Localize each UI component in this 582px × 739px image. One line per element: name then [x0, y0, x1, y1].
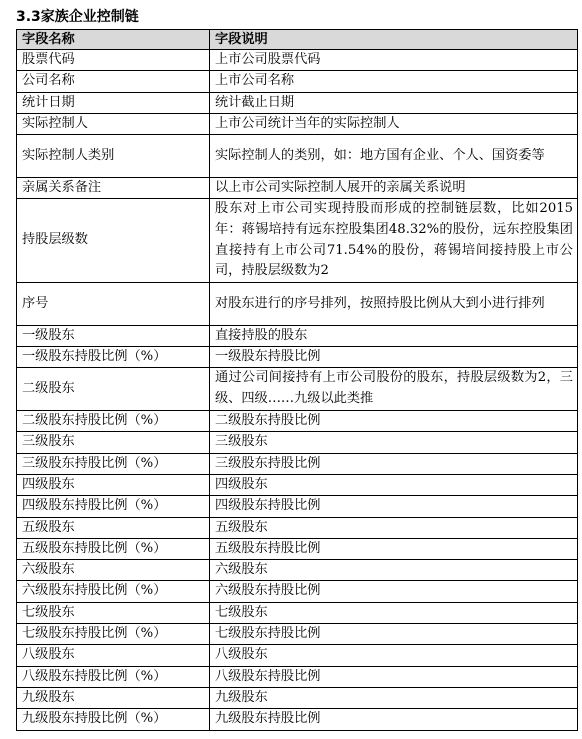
table-row	[17, 496, 578, 517]
table-row	[17, 135, 578, 178]
table-row	[17, 538, 578, 559]
table-row	[17, 113, 578, 134]
column-header-field-description: 字段说明	[210, 30, 578, 50]
field-name-cell: 一级股东持股比例（%）	[17, 347, 210, 368]
section-title: 3.3家族企业控制链	[16, 9, 139, 25]
field-table	[16, 29, 578, 731]
field-description-cell: 四级股东持股比例	[210, 496, 578, 517]
table-row	[17, 624, 578, 645]
field-description-cell: 五级股东持股比例	[210, 538, 578, 559]
field-description-cell: 三级股东持股比例	[210, 453, 578, 474]
field-description-cell: 八级股东持股比例	[210, 666, 578, 687]
table-row	[17, 283, 578, 326]
field-name-cell: 二级股东	[17, 368, 210, 411]
field-description-cell: 股东对上市公司实现持股而形成的控制链层数，比如2015年：蒋锡培持有远东控股集团48.32%的股份，远东控股集团直接持有上市公司71.54%的股份，蒋锡培间接持股上市公司，持股层级数为2	[210, 199, 578, 283]
field-name-cell: 三级股东持股比例（%）	[17, 453, 210, 474]
field-name-cell: 亲属关系备注	[17, 177, 210, 198]
field-description-cell: 对股东进行的序号排列，按照持股比例从大到小进行排列	[210, 283, 578, 326]
field-name-cell: 七级股东持股比例（%）	[17, 624, 210, 645]
field-name-cell: 统计日期	[17, 92, 210, 113]
field-description-cell: 统计截止日期	[210, 92, 578, 113]
field-description-cell: 七级股东	[210, 602, 578, 623]
table-row	[17, 177, 578, 198]
field-name-cell: 六级股东持股比例（%）	[17, 581, 210, 602]
field-name-cell: 四级股东持股比例（%）	[17, 496, 210, 517]
field-name-cell: 六级股东	[17, 560, 210, 581]
field-name-cell: 序号	[17, 283, 210, 326]
field-name-cell: 八级股东	[17, 645, 210, 666]
field-description-cell: 一级股东持股比例	[210, 347, 578, 368]
field-name-cell: 一级股东	[17, 325, 210, 346]
table-row	[17, 581, 578, 602]
field-name-cell: 持股层级数	[17, 199, 210, 283]
field-name-cell: 七级股东	[17, 602, 210, 623]
table-row	[17, 325, 578, 346]
table-row	[17, 645, 578, 666]
field-name-cell: 二级股东持股比例（%）	[17, 411, 210, 432]
table-row	[17, 453, 578, 474]
field-description-cell: 八级股东	[210, 645, 578, 666]
field-description-cell: 二级股东持股比例	[210, 411, 578, 432]
field-name-cell: 股票代码	[17, 50, 210, 71]
field-name-cell: 公司名称	[17, 71, 210, 92]
table-row	[17, 92, 578, 113]
table-body	[17, 50, 578, 731]
field-description-cell: 六级股东持股比例	[210, 581, 578, 602]
field-description-cell: 实际控制人的类别，如：地方国有企业、个人、国资委等	[210, 135, 578, 178]
field-name-cell: 四级股东	[17, 474, 210, 495]
table-row	[17, 368, 578, 411]
table-row	[17, 347, 578, 368]
field-name-cell: 三级股东	[17, 432, 210, 453]
table-row	[17, 517, 578, 538]
table-row	[17, 687, 578, 708]
field-description-cell: 六级股东	[210, 560, 578, 581]
field-description-cell: 上市公司名称	[210, 71, 578, 92]
table-row	[17, 560, 578, 581]
field-description-cell: 直接持股的股东	[210, 325, 578, 346]
table-row	[17, 709, 578, 730]
field-description-cell: 四级股东	[210, 474, 578, 495]
field-description-cell: 上市公司股票代码	[210, 50, 578, 71]
table-row	[17, 199, 578, 283]
table-row	[17, 666, 578, 687]
field-description-cell: 七级股东持股比例	[210, 624, 578, 645]
table-row	[17, 432, 578, 453]
field-description-cell: 三级股东	[210, 432, 578, 453]
field-description-cell: 五级股东	[210, 517, 578, 538]
field-name-cell: 九级股东	[17, 687, 210, 708]
table-row	[17, 411, 578, 432]
table-row	[17, 602, 578, 623]
column-header-field-name: 字段名称	[17, 30, 210, 50]
field-name-cell: 五级股东持股比例（%）	[17, 538, 210, 559]
table-row	[17, 50, 578, 71]
field-description-cell: 通过公司间接持有上市公司股份的股东，持股层级数为2，三级、四级……九级以此类推	[210, 368, 578, 411]
table-row	[17, 474, 578, 495]
field-name-cell: 五级股东	[17, 517, 210, 538]
field-name-cell: 八级股东持股比例（%）	[17, 666, 210, 687]
field-name-cell: 实际控制人类别	[17, 135, 210, 178]
field-name-cell: 实际控制人	[17, 113, 210, 134]
field-description-cell: 九级股东	[210, 687, 578, 708]
table-header-row	[17, 30, 578, 50]
field-description-cell: 以上市公司实际控制人展开的亲属关系说明	[210, 177, 578, 198]
field-description-cell: 上市公司统计当年的实际控制人	[210, 113, 578, 134]
field-name-cell: 九级股东持股比例（%）	[17, 709, 210, 730]
field-description-cell: 九级股东持股比例	[210, 709, 578, 730]
table-row	[17, 71, 578, 92]
